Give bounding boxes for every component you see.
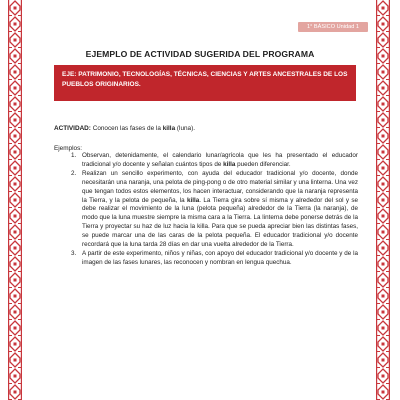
example-bold-word: killa <box>223 160 236 168</box>
examples-label: Ejemplos: <box>54 145 83 152</box>
example-text: Realizan un sencillo experimento, con ayuda del educador tradicional y/o docente, donde necesitarán una naranja, una pelota de ping-pong o de otro material similar y una linterna. Una vez que tengan todos estos elementos, los hacen interactuar, considerando que la naranja representa la Tierra, y la pelota de pequeña, la <box>82 169 358 204</box>
example-text: pueden diferenciar. <box>235 160 291 168</box>
axis-banner: EJE: PATRIMONIO, TECNOLOGÍAS, TÉCNICAS, CIENCIAS Y ARTES ANCESTRALES DE LOS PUEBLOS ORIGINARIOS. <box>54 65 356 101</box>
activity-statement <box>54 124 364 133</box>
andean-pattern-icon <box>376 0 390 400</box>
activity-bold-word: killa <box>162 125 176 132</box>
example-text: . La Tierra gira sobre sí misma y alrededor del sol y se debe realizar el movimiento de la luna (pelota pequeña) alrededor de la Tierra (la naranja), de modo que la luna muestre siempre la misma cara a la Tierra. La linterna debe ponerse detrás de la Tierra y proyectar su haz de luz hacia la killa. Para que se pueda apreciar bien las distintas fases, se puede marcar una de las caras de la pelota pequeña. El educador tradicional y/o docente recordará que la luna tarda 28 días en dar una vuelta alrededor de la Tierra. <box>82 196 358 249</box>
list-item <box>78 250 358 268</box>
example-bold-word: killa <box>186 196 200 204</box>
activity-text-after: (luna). <box>175 125 196 132</box>
example-text: Observan, detenidamente, el calendario lunar/agrícola que les ha presentado el educador tradicional y/o docente y señalan cuántos tipos de <box>82 152 358 168</box>
decorative-border-left <box>8 0 22 400</box>
andean-pattern-icon <box>8 0 22 400</box>
decorative-border-right <box>376 0 390 400</box>
activity-label: ACTIVIDAD: <box>54 125 91 132</box>
list-item <box>78 170 358 250</box>
examples-list <box>54 152 358 268</box>
unit-badge: 1° BÁSICO Unidad 1 <box>298 22 368 32</box>
activity-text-before: Conocen las fases de la <box>90 125 163 132</box>
example-text: A partir de este experimento, niños y niñas, con apoyo del educador tradicional y/o docente y de la imagen de las fases lunares, las reconocen y nombran en lengua quechua. <box>82 249 358 266</box>
page-title: EJEMPLO DE ACTIVIDAD SUGERIDA DEL PROGRAMA <box>85 49 315 59</box>
list-item <box>78 152 358 170</box>
